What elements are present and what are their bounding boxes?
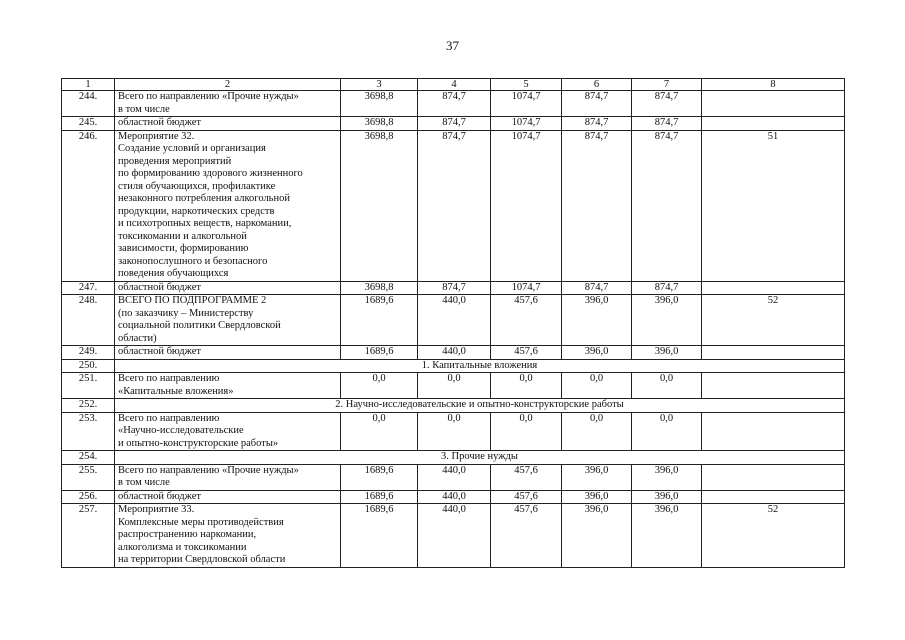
amount-cell: 874,7 [562,281,632,295]
table-row [62,117,845,131]
row-description: Мероприятие 33. Комплексные меры противодействия распространению наркомании, алкоголизма и токсикомании на территории Свердловской области [115,504,341,568]
row-description: Всего по направлению «Прочие нужды» в том числе [115,91,341,117]
column-header: 3 [341,79,418,91]
amount-cell: 3698,8 [341,130,418,281]
row-description: областной бюджет [115,490,341,504]
amount-cell: 440,0 [418,504,491,568]
amount-cell: 396,0 [562,295,632,346]
amount-cell: 1689,6 [341,295,418,346]
column-header-row [62,79,845,91]
reference-cell [702,117,845,131]
amount-cell: 0,0 [418,373,491,399]
amount-cell: 1074,7 [491,91,562,117]
table-row [62,412,845,451]
amount-cell: 874,7 [562,130,632,281]
amount-cell: 396,0 [562,490,632,504]
amount-cell: 396,0 [632,346,702,360]
row-description: Всего по направлению «Капитальные вложения» [115,373,341,399]
amount-cell: 1074,7 [491,117,562,131]
column-header: 5 [491,79,562,91]
page-number: 37 [446,38,459,53]
row-description: Мероприятие 32. Создание условий и организация проведения мероприятий по формированию здорового жизненного стиля обучающихся, профилактике незаконного потребления алкогольной продукции, наркотических средств и психотропных веществ, наркомании, токсикомании и алкогольной зависимости, формированию законопослушного и безопасного поведения обучающихся [115,130,341,281]
amount-cell: 396,0 [562,346,632,360]
amount-cell: 874,7 [632,91,702,117]
reference-cell [702,91,845,117]
amount-cell: 457,6 [491,504,562,568]
table-row [62,490,845,504]
row-number: 247. [62,281,115,295]
amount-cell: 396,0 [632,295,702,346]
row-number: 257. [62,504,115,568]
row-number: 244. [62,91,115,117]
row-description: Всего по направлению «Прочие нужды» в том числе [115,464,341,490]
amount-cell: 3698,8 [341,281,418,295]
row-number: 252. [62,399,115,413]
amount-cell: 874,7 [562,91,632,117]
row-description: Всего по направлению «Научно-исследовательские и опытно-конструкторские работы» [115,412,341,451]
reference-cell [702,373,845,399]
column-header: 7 [632,79,702,91]
row-number: 255. [62,464,115,490]
column-header: 1 [62,79,115,91]
amount-cell: 0,0 [562,373,632,399]
amount-cell: 0,0 [491,412,562,451]
row-number: 249. [62,346,115,360]
amount-cell: 440,0 [418,295,491,346]
row-number: 245. [62,117,115,131]
amount-cell: 0,0 [418,412,491,451]
amount-cell: 1074,7 [491,281,562,295]
reference-cell [702,281,845,295]
table-row [62,504,845,568]
reference-cell: 51 [702,130,845,281]
row-number: 248. [62,295,115,346]
row-description: ВСЕГО ПО ПОДПРОГРАММЕ 2 (по заказчику – Министерству социальной политики Свердловской области) [115,295,341,346]
amount-cell: 874,7 [418,130,491,281]
amount-cell: 1689,6 [341,464,418,490]
amount-cell: 1689,6 [341,490,418,504]
reference-cell [702,490,845,504]
amount-cell: 874,7 [418,91,491,117]
amount-cell: 440,0 [418,346,491,360]
section-title: 3. Прочие нужды [115,451,845,465]
amount-cell: 874,7 [632,130,702,281]
amount-cell: 396,0 [632,490,702,504]
amount-cell: 874,7 [632,117,702,131]
row-description: областной бюджет [115,281,341,295]
table-row [62,130,845,281]
row-number: 253. [62,412,115,451]
column-header: 4 [418,79,491,91]
amount-cell: 1689,6 [341,504,418,568]
section-row [62,359,845,373]
amount-cell: 396,0 [562,464,632,490]
amount-cell: 0,0 [632,412,702,451]
amount-cell: 874,7 [418,281,491,295]
amount-cell: 396,0 [562,504,632,568]
table-row [62,281,845,295]
table-row [62,295,845,346]
row-number: 251. [62,373,115,399]
column-header: 2 [115,79,341,91]
table-row [62,373,845,399]
amount-cell: 457,6 [491,346,562,360]
amount-cell: 0,0 [562,412,632,451]
reference-cell: 52 [702,295,845,346]
amount-cell: 440,0 [418,490,491,504]
reference-cell [702,412,845,451]
section-row [62,399,845,413]
amount-cell: 3698,8 [341,117,418,131]
section-title: 1. Капитальные вложения [115,359,845,373]
amount-cell: 874,7 [632,281,702,295]
amount-cell: 457,6 [491,464,562,490]
row-description: областной бюджет [115,117,341,131]
amount-cell: 874,7 [562,117,632,131]
table-row [62,91,845,117]
amount-cell: 1689,6 [341,346,418,360]
table-row [62,346,845,360]
amount-cell: 0,0 [341,412,418,451]
reference-cell: 52 [702,504,845,568]
table-row [62,464,845,490]
reference-cell [702,464,845,490]
column-header: 6 [562,79,632,91]
amount-cell: 457,6 [491,490,562,504]
row-number: 246. [62,130,115,281]
section-title: 2. Научно-исследовательские и опытно-конструкторские работы [115,399,845,413]
row-number: 256. [62,490,115,504]
amount-cell: 0,0 [341,373,418,399]
reference-cell [702,346,845,360]
section-row [62,451,845,465]
amount-cell: 396,0 [632,464,702,490]
amount-cell: 874,7 [418,117,491,131]
row-number: 250. [62,359,115,373]
amount-cell: 1074,7 [491,130,562,281]
amount-cell: 0,0 [491,373,562,399]
amount-cell: 457,6 [491,295,562,346]
budget-table [61,78,845,568]
table-body [62,79,845,568]
amount-cell: 440,0 [418,464,491,490]
amount-cell: 396,0 [632,504,702,568]
amount-cell: 3698,8 [341,91,418,117]
row-number: 254. [62,451,115,465]
column-header: 8 [702,79,845,91]
amount-cell: 0,0 [632,373,702,399]
row-description: областной бюджет [115,346,341,360]
